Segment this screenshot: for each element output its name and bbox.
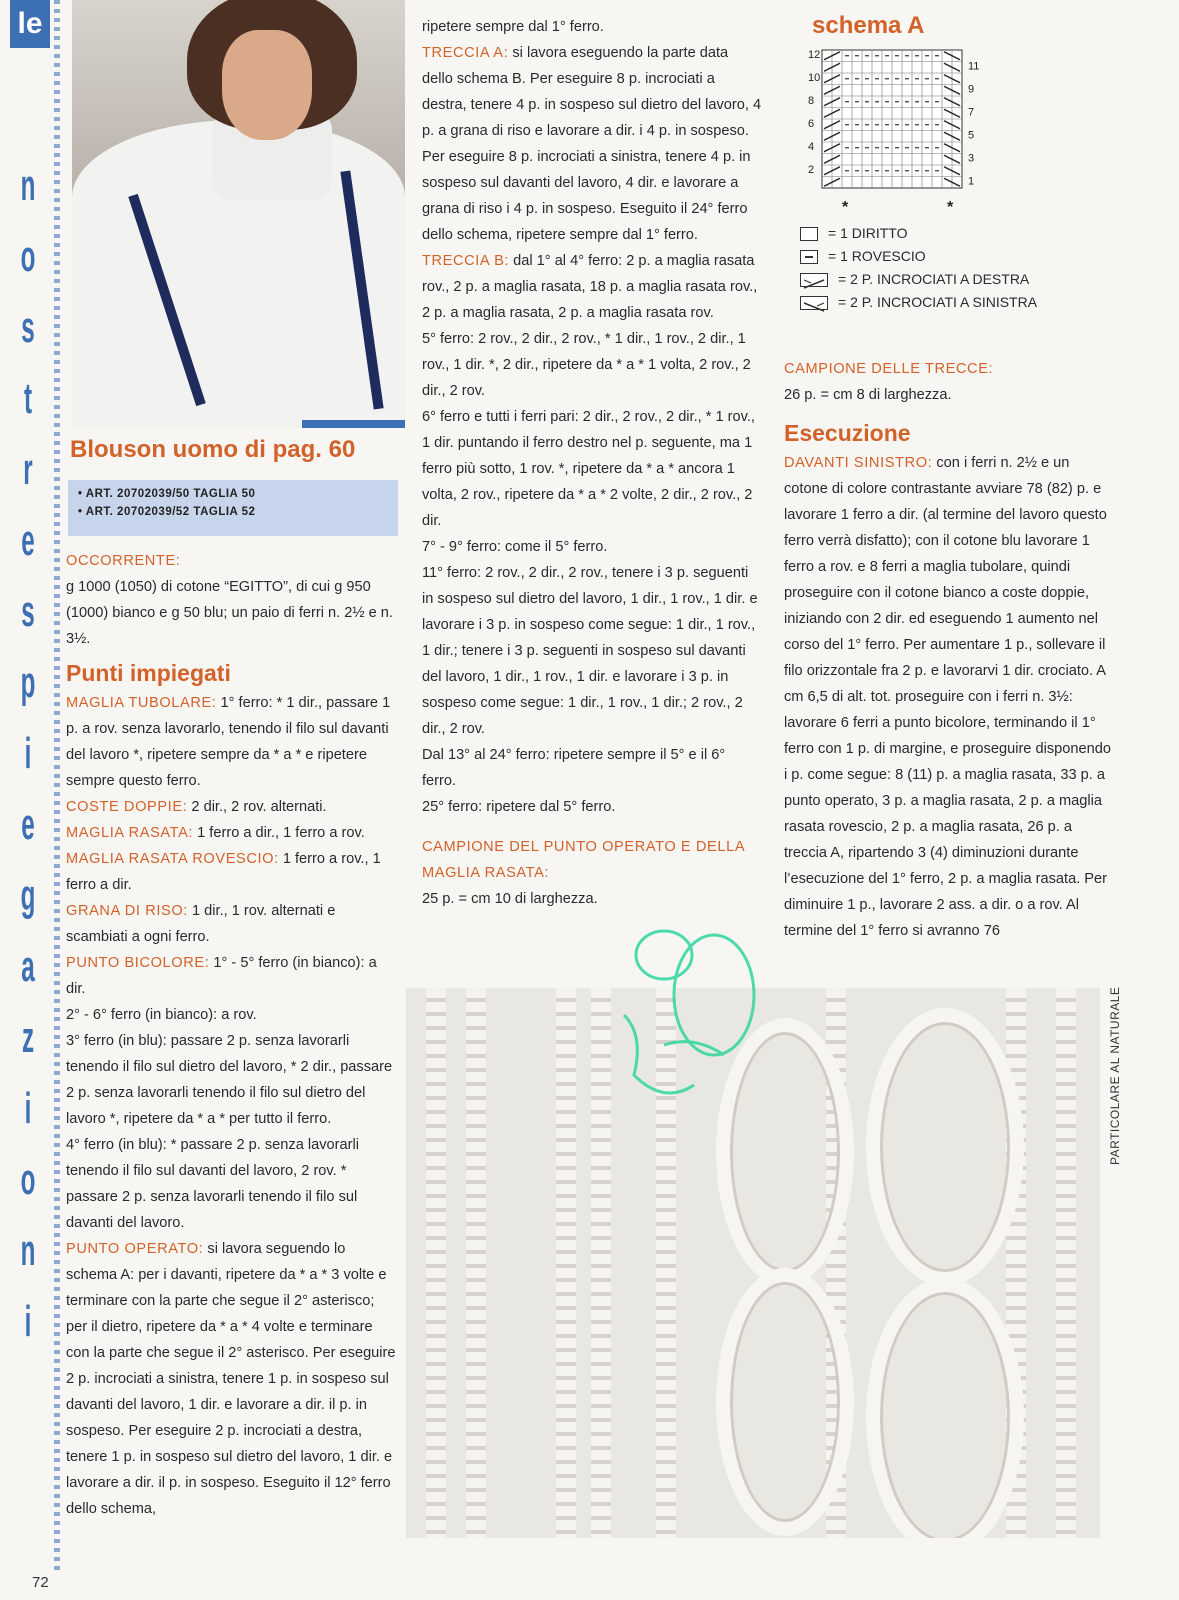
legend-text: = 1 DIRITTO (828, 225, 908, 241)
maglia-rasata-text: 1 ferro a dir., 1 ferro a rov. (197, 825, 365, 841)
schema-chart (788, 42, 988, 212)
schema-row-number: 1 (968, 175, 975, 188)
sidebar-letter: a (21, 942, 35, 991)
treccia-a-label: TRECCIA A: (422, 45, 509, 61)
schema-row-number: 11 (968, 60, 980, 73)
schema-row-number: 12 (808, 49, 821, 61)
schema-row-number: 9 (968, 83, 975, 96)
occorrente-text: g 1000 (1050) di cotone “EGITTO”, di cui g 950 (1000) bianco e g 50 blu; un paio di ferri n. 2½ e n. 3½. (66, 579, 393, 647)
sidebar-letter: o (20, 1155, 36, 1204)
article-line: • ART. 20702039/52 TAGLIA 52 (78, 506, 256, 518)
page-number: 72 (32, 1574, 49, 1591)
treccia-b-row: 25° ferro: ripetere dal 5° ferro. (422, 799, 616, 815)
sidebar-title (0, 0, 46, 1600)
legend-text: = 1 ROVESCIO (828, 248, 926, 264)
sidebar-letter: n (20, 161, 36, 210)
schema-row-number: 6 (808, 118, 815, 130)
punto-operato-text: si lavora seguendo lo schema A: per i davanti, ripetere da * a * 3 volte e terminare con la parte che segue il 2° asterisco; per il dietro, ripetere da * a * 4 volte e terminare con la parte che segue il 2° asterisco. Per eseguire 2 p. incrociati a sinistra, tenere 1 p. in sospeso sul davanti del lavoro, 1 dir. e lavorare a dir. il p. in sospeso. Per eseguire 2 p. incrociati a destra, tenere 1 p. in sospeso sul dietro del lavoro, 1 dir. e lavorare a dir. il p. in sospeso. Eseguito il 12° ferro dello schema, (66, 1241, 396, 1517)
sidebar-letter: s (21, 587, 35, 636)
schema-title: schema A (812, 12, 925, 39)
punto-bicolore-text: 3° ferro (in blu): passare 2 p. senza lavorarli tenendo il filo sul dietro del lavoro, * 2 dir., passare 2 p. senza lavorarli tenendo il filo sul dietro del lavoro *, ripetere da * a * per tutto il ferro. (66, 1033, 393, 1127)
campione-label: CAMPIONE DEL PUNTO OPERATO E DELLA MAGLIA RASATA: (422, 839, 745, 881)
maglia-rasata-label: MAGLIA RASATA: (66, 825, 194, 841)
model-photo (72, 0, 405, 428)
article-box (68, 480, 398, 536)
campione-text: 25 p. = cm 10 di larghezza. (422, 891, 598, 907)
sidebar-letter: n (20, 1226, 36, 1275)
maglia-rasata-rovescio-text: 1 ferro a rov., 1 ferro a dir. (66, 851, 381, 893)
intro-text: ripetere sempre dal 1° ferro. (422, 19, 604, 35)
column-3 (784, 356, 1114, 944)
treccia-b-label: TRECCIA B: (422, 253, 510, 269)
cross-right-icon (800, 273, 828, 287)
legend-text: = 2 P. INCROCIATI A DESTRA (838, 271, 1030, 287)
punto-bicolore-label: PUNTO BICOLORE: (66, 955, 210, 971)
schema-row-number: 5 (968, 129, 975, 142)
sidebar-letter: e (21, 516, 35, 565)
treccia-b-row: 7° - 9° ferro: come il 5° ferro. (422, 539, 608, 555)
sidebar-letter: r (23, 445, 33, 494)
sidebar-tab: le (10, 0, 50, 48)
schema-legend (800, 222, 1037, 314)
sidebar-letter: e (21, 800, 35, 849)
schema-asterisk: * (947, 199, 954, 212)
sidebar-letter: i (24, 1297, 32, 1346)
maglia-tubolare-label: MAGLIA TUBOLARE: (66, 695, 217, 711)
sidebar-letter: i (24, 729, 32, 778)
schema-asterisk: * (842, 199, 849, 212)
schema-row-number: 7 (968, 106, 975, 119)
schema-row-number: 10 (808, 72, 821, 84)
maglia-rasata-rovescio-label: MAGLIA RASATA ROVESCIO: (66, 851, 279, 867)
column-2 (422, 14, 762, 912)
sidebar-letter: o (20, 232, 36, 281)
punto-bicolore-text: 4° ferro (in blu): * passare 2 p. senza lavorarli tenendo il filo sul davanti del lavoro, 2 rov. * passare 2 p. senza lavorarli tenendo il filo sul davanti del lavoro. (66, 1137, 359, 1231)
davanti-sinistro-text: con i ferri n. 2½ e un cotone di colore contrastante avviare 78 (82) p. e lavorare 1 ferro a dir. (al termine del lavoro questo ferro verrà disfatto); con il cotone blu lavorare 1 ferro a rov. e 8 ferri a maglia tubolare, quindi proseguire con il cotone bianco a coste doppie, iniziando con 2 dir. ed eseguendo 1 aumento nel corso del 1° ferro. Per aumentare 1 p., sollevare il filo orizzontale fra 2 p. e lavorarvi 1 dir. crociato. A cm 6,5 di alt. tot. proseguire con i ferri n. 3½: lavorare 6 ferri a punto bicolore, terminando il 1° ferro con 1 p. di margine, e proseguire disponendo i p. come segue: 8 (11) p. a maglia rasata, 33 p. a punto operato, 3 p. a maglia rasata, 2 p. a maglia rasata rovescio, 2 p. a maglia rasata, 26 p. a treccia A, ripartendo 3 (4) diminuzioni durante l’esecuzione del 1° ferro, 2 p. a maglia rasata. Per diminuire 1 p., lavorare 2 ass. a dir. o a rov. Al termine del 1° ferro si avranno 76 (784, 455, 1111, 939)
sidebar-letter: g (20, 871, 36, 920)
page-title: Blouson uomo di pag. 60 (70, 436, 356, 463)
empty-square-icon (800, 227, 818, 241)
column-1 (66, 548, 396, 1522)
sidebar-letter: z (21, 1013, 35, 1062)
legend-item (800, 222, 1037, 245)
sidebar-letters (8, 150, 48, 1357)
punto-bicolore-text: 2° - 6° ferro (in bianco): a rov. (66, 1007, 257, 1023)
coste-doppie-label: COSTE DOPPIE: (66, 799, 188, 815)
schema-row-number: 2 (808, 164, 815, 176)
occorrente-label: OCCORRENTE: (66, 553, 181, 569)
sidebar-letter: p (20, 658, 36, 707)
dash-square-icon (800, 250, 818, 264)
grana-di-riso-label: GRANA DI RISO: (66, 903, 188, 919)
punti-heading: Punti impiegati (66, 660, 231, 686)
maglia-tubolare-text: 1° ferro: * 1 dir., passare 1 p. a rov. senza lavorarlo, tenendo il filo sul davanti del lavoro *, ripetere sempre da * a * e ripetere sempre questo ferro. (66, 695, 391, 789)
campione-trecce-text: 26 p. = cm 8 di larghezza. (784, 387, 952, 403)
legend-item (800, 268, 1037, 291)
sidebar-letter: s (21, 303, 35, 352)
campione-trecce-label: CAMPIONE DELLE TRECCE: (784, 361, 994, 377)
esecuzione-heading: Esecuzione (784, 420, 911, 446)
sidebar-letter: t (23, 374, 33, 423)
treccia-b-text: dal 1° al 4° ferro: 2 p. a maglia rasata rov., 2 p. a maglia rasata, 18 p. a maglia rasata rov., 2 p. a maglia rasata, 2 p. a maglia rasata rov. (422, 253, 758, 321)
stamp-mark (604, 915, 764, 1115)
punto-bicolore-text: 1° - 5° ferro (in bianco): a dir. (66, 955, 377, 997)
coste-doppie-text: 2 dir., 2 rov. alternati. (191, 799, 327, 815)
treccia-b-row: 5° ferro: 2 rov., 2 dir., 2 rov., * 1 dir., 1 rov., 2 dir., 1 rov., 1 dir. *, 2 dir., ripetere da * a * 1 volta, 2 rov., 2 dir., 2 rov. (422, 331, 751, 399)
sidebar-letter: i (24, 1084, 32, 1133)
schema-row-number: 3 (968, 152, 975, 165)
schema-row-number: 4 (808, 141, 815, 153)
punto-operato-label: PUNTO OPERATO: (66, 1241, 204, 1257)
treccia-b-row: 11° ferro: 2 rov., 2 dir., 2 rov., tenere i 3 p. seguenti in sospeso sul dietro del lavoro, 1 dir., 1 rov., 1 dir. e lavorare i 3 p. in sospeso come segue: 1 dir., 1 rov., 1 dir.; tenere i 3 p. seguenti in sospeso sul davanti del lavoro, 1 dir., 1 rov., 1 dir. e lavorare i 3 p. in sospeso come segue: 1 dir., 1 rov., 1 dir.; 2 rov., 2 dir., 2 rov. (422, 565, 758, 737)
treccia-b-row: Dal 13° al 24° ferro: ripetere sempre il 5° e il 6° ferro. (422, 747, 726, 789)
treccia-a-text: si lavora eseguendo la parte data dello schema B. Per eseguire 8 p. incrociati a destra, tenere 4 p. in sospeso sul dietro del lavoro, 4 p. a grana di riso e lavorare a dir. i 4 p. in sospeso. Per eseguire 8 p. incrociati a sinistra, tenere 4 p. in sospeso sul davanti del lavoro, 4 dir. e lavorare a grana di riso i 4 p. in sospeso. Eseguito il 24° ferro dello schema, ripetere sempre dal 1° ferro. (422, 45, 762, 243)
legend-text: = 2 P. INCROCIATI A SINISTRA (838, 294, 1038, 310)
legend-item (800, 291, 1037, 314)
article-line: • ART. 20702039/50 TAGLIA 50 (78, 488, 256, 500)
davanti-sinistro-label: DAVANTI SINISTRO: (784, 455, 933, 471)
cross-left-icon (800, 296, 828, 310)
schema-row-number: 8 (808, 95, 815, 107)
dotted-divider (54, 0, 60, 1570)
side-caption: PARTICOLARE AL NATURALE (1108, 986, 1122, 1165)
legend-item (800, 245, 1037, 268)
grana-di-riso-text: 1 dir., 1 rov. alternati e scambiati a ogni ferro. (66, 903, 336, 945)
treccia-b-row: 6° ferro e tutti i ferri pari: 2 dir., 2 rov., 2 dir., * 1 rov., 1 dir. puntando il ferro destro nel p. seguente, ma 1 ferro più sotto, 1 rov. *, ripetere da * a * ancora 1 volta, 2 rov., ripetere da * a * 2 volte, 2 dir., 2 rov., 2 dir. (422, 409, 755, 529)
